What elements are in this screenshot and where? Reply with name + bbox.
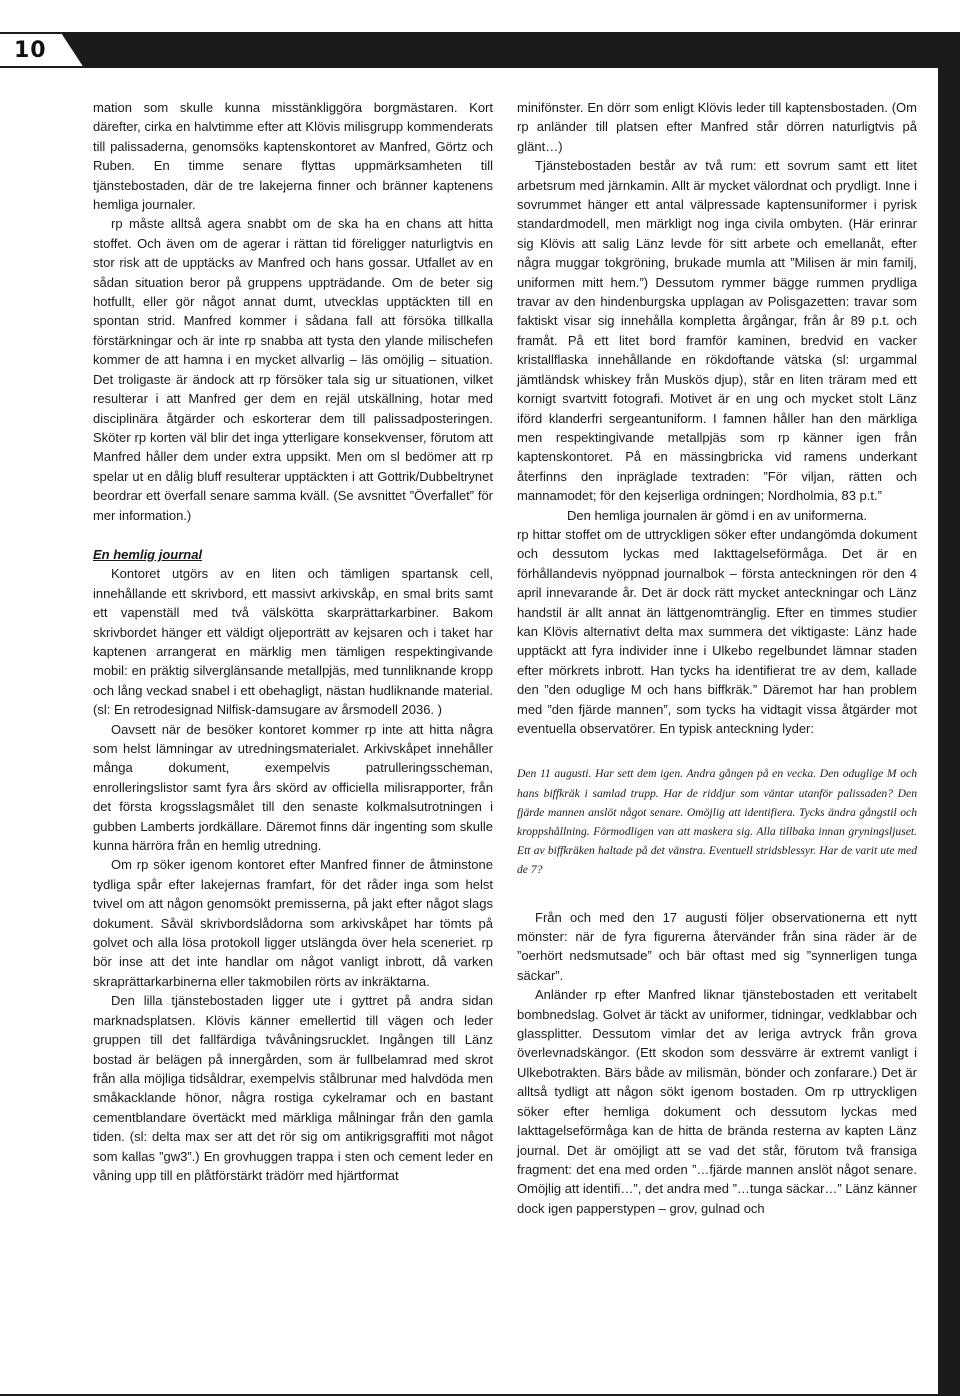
- header-band: [0, 32, 960, 68]
- right-column: [517, 98, 917, 1218]
- left-paragraph-6: Den lilla tjänstebostaden ligger ute i gyttret på andra sidan marknadsplatsen. Klövis känner emellertid till vägen och leder gruppen till det fallfärdiga tvåvåningsrucklet. Ingången till Länz bostad är belägen på innergården, som är fullbelamrad med skrot från alla möjliga tidsåldrar, exempelvis stålbrunar med halvdöda men småkacklande hönor, några rostiga cykelramar och en bastant cementblandare övertäckt med märkliga målningar från den gamla tiden. (sl: delta max ser att det rör sig om antikrigsgraffiti mot något som kallas ”gw3”.) En grovhuggen trappa i sten och cement leder en våning upp till en plåtförstärkt trädörr med hjärtformat: [93, 993, 493, 1183]
- page-header: [0, 0, 960, 68]
- right-paragraph-2: Tjänstebostaden består av två rum: ett sovrum samt ett litet arbetsrum med järnkamin. Allt är mycket välordnat och prydligt. Inne i sovrummet hänger ett antal välpressade kaptensuniformer i pyrisk standardmodell, men märkligt nog inga civila ombyten. (Här erinrar sig Klövis att salig Länz levde för sitt arbete och emellanåt, efter några muggar tokgröning, brukade mumla att ”Milisen är min familj, uniformen mitt hem.”) Dessutom rymmer bägge rummen prydliga travar av den hindenburgska upplagan av Polisgazetten: travar som faktiskt visar sig innehålla kompletta årgångar, från år 89 p.t. och framåt. På ett litet bord framför kaminen, bredvid en vacker kristallflaska innehållande en rökdoftande vätska (sl: urgammal jämtländsk whiskey från Muskös djup), står en liten träram med ett kornigt svartvitt fotografi. Motivet är en ung och mycket stolt Länz iförd klanderfri sergeantuniform. I famnen håller han den märkliga men respektingivande metallpjäs som rp känner igen från kaptenskontoret. På en mässingbricka vid ramens underkant återfinns den inpräglade textraden: ”För viljan, rätten och mannamodet; för den kejserliga ordningen; Nordholmia, 83 p.t.”: [517, 158, 917, 504]
- left-column: [93, 98, 493, 1185]
- left-paragraph-2: rp måste alltså agera snabbt om de ska ha en chans att hitta stoffet. Och även om de agerar i rättan tid föreligger naturligtvis en stor risk att de upptäcks av Manfred och hans gossar. Utfallet av en sådan situation beror på gruppens uppträdande. Om de beter sig hotfullt, eller gör något annat dumt, utvecklas upptäckten till en spontan strid. Manfred kommer i sådana fall att försöka tillkalla förstärkningar och är inte rp snabba att tysta den ylande milischefen kommer de att hamna i en mycket allvarlig – läs omöjlig – situation. Det troligaste är ändock att rp försöker tala sig ur situationen, vilket resulterar i att Manfred ger dem en rejäl utskällning, hotar med disciplinära åtgärder och eskorterar dem till palissadposteringen. Sköter rp korten väl blir det inga ytterligare konsekvenser, förutom att Manfred håller dem under extra uppsikt. Men om sl bedömer att rp spelar ut en dålig bluff resulterar upptäckten i att Gottrik/Dubbeltrynet beordrar ett överfall senare samma kväll. (Se avsnittet ”Överfallet” för mer information.): [93, 216, 493, 523]
- right-paragraph-1: minifönster. En dörr som enligt Klövis leder till kaptensbostaden. (Om rp anländer till platsen efter Manfred står dörren naturligtvis på glänt…): [517, 100, 917, 154]
- journal-excerpt: Den 11 augusti. Har sett dem igen. Andra gången på en vecka. Den oduglige M och hans biffkräk i samlad trupp. Har de riddjur som väntar utanför palissaden? Den fjärde mannen anslöt något senare. Omöjlig att identifiera. Tycks ändra gångstil och kroppshållning. Förmodligen van att maskera sig. Alla tillbaka innan gryningsljuset. Ett av biffkräken haltade på det vänstra. Eventuell stridsblessyr. Har de varit ute med de 7?: [517, 767, 917, 877]
- page-number: 10: [14, 38, 47, 63]
- right-paragraph-4: Från och med den 17 augusti följer observationerna ett nytt mönster: när de fyra figurerna återvänder från sina räder är de ”oerhört nedsmutsade” och bär oftast med sig ”synnerligen tunga säckar”.: [517, 909, 917, 983]
- left-paragraph-3: Kontoret utgörs av en liten och tämligen spartansk cell, innehållande ett skrivbord, ett massivt arkivskåp, en smal brits samt ett vapenställ med två välskötta skarprättarkarbiner. Bakom skrivbordet hänger ett väldigt oljeporträtt av kejsaren och i taket har kaptenen arrangerat en märklig men tämligen respektingivande mobil: en präktig silverglänsande metallpjäs, med tunnliknande kropp och lång veckad snabel i ett obehagligt, nästan hudliknande material. (sl: En retrodesignad Nilfisk-damsugare av årsmodell 2036. ): [93, 566, 493, 718]
- left-paragraph-4: Oavsett när de besöker kontoret kommer rp inte att hitta några som helst lämningar av utredningsmaterialet. Arkivskåpet innehåller många dokument, exempelvis patrulleringsscheman, enrolleringslistor samt fyra års skörd av officiella milisrapporter, från det första krogsslagsmålet till den senaste kolkmalsutrotningen i gubben Lamberts jordkällare. Däremot finns där ingenting som skulle kunna härröra från en hemlig utredning.: [93, 721, 493, 854]
- left-paragraph-5: Om rp söker igenom kontoret efter Manfred finner de åtminstone tydliga spår efter lakejernas framfart, för det råder inga som helst tvivel om att någon genomsökt premisserna, på jakt efter något slags dokument. Såväl skrivbordslådorna som arkivskåpet har tömts på golvet och alla lösa protokoll ligger utslängda över hela sceneriet. rp bör inse att det inte handlar om något vanligt inbrott, då varken skraprättarkarbinerna eller takmobilen rörts av inkräktarna.: [93, 857, 493, 989]
- section-heading: En hemlig journal: [93, 546, 203, 562]
- right-paragraph-3b: rp hittar stoffet om de uttryckligen söker efter undangömda dokument och dessutom lyckas med Iakttagelseförmåga. Det är en förhållandevis nyöppnad journalbok – första anteckningen rör den 4 april innevarande år. Det är dock rätt mycket anteckningar och Länz handstil är allt annat än lättgenomtränglig. Efter en timmes studier kan Klövis alternativt delta max summera det viktigaste: Länz hade upptäckt att fyra individer inne i Ulkebo regelbundet lämnar staden efter mörkrets inbrott. Han tycks ha identifierat tre av dem, kallade den ”den oduglige M och hans biffkräk.” Däremot har han problem med ”den fjärde mannen”, som tycks ha vidtagit vissa åtgärder mot eventuella observatörer. En typisk anteckning lyder:: [517, 526, 917, 736]
- right-edge-bar: [938, 68, 960, 1396]
- left-paragraph-1: mation som skulle kunna misstänkliggöra borgmästaren. Kort därefter, cirka en halvtimme efter att Klövis milisgrupp kommenderats till palissaderna, genomsöks kaptenskontoret av Manfred, Görtz och Ruben. En timme senare flyttas uppmärksamheten till tjänstebostaden, där de tre lakejerna finner och bränner kaptenens hemliga journaler.: [93, 100, 493, 213]
- right-paragraph-5: Anländer rp efter Manfred liknar tjänstebostaden ett veritabelt bombnedslag. Golvet är täckt av uniformer, tidningar, vedklabbar och glassplitter. Dessutom vimlar det av leriga avtryck från grova överlevnadskängor. (Ett skodon som dessvärre är extremt vanligt i Ulkebotrakten. Bärs både av milismän, bönder och zonfarare.) Det är alltså tydligt att någon sökt igenom bostaden. Om rp uttryckligen söker efter hemliga dokument och dessutom lyckas med Iakttagelseförmåga kan de hitta de brända resterna av kapten Länz journal. Det är omöjligt att se vad det står, förutom två fransiga fragment: det ena med orden ”…fjärde mannen anslöt något senare. Omöjlig att identifi…”, det andra med ”…tunga säckar…” Länz känner dock igen papperstypen – grov, gulnad och: [517, 987, 917, 1216]
- right-paragraph-3a: Den hemliga journalen är gömd i en av uniformerna.: [567, 507, 867, 523]
